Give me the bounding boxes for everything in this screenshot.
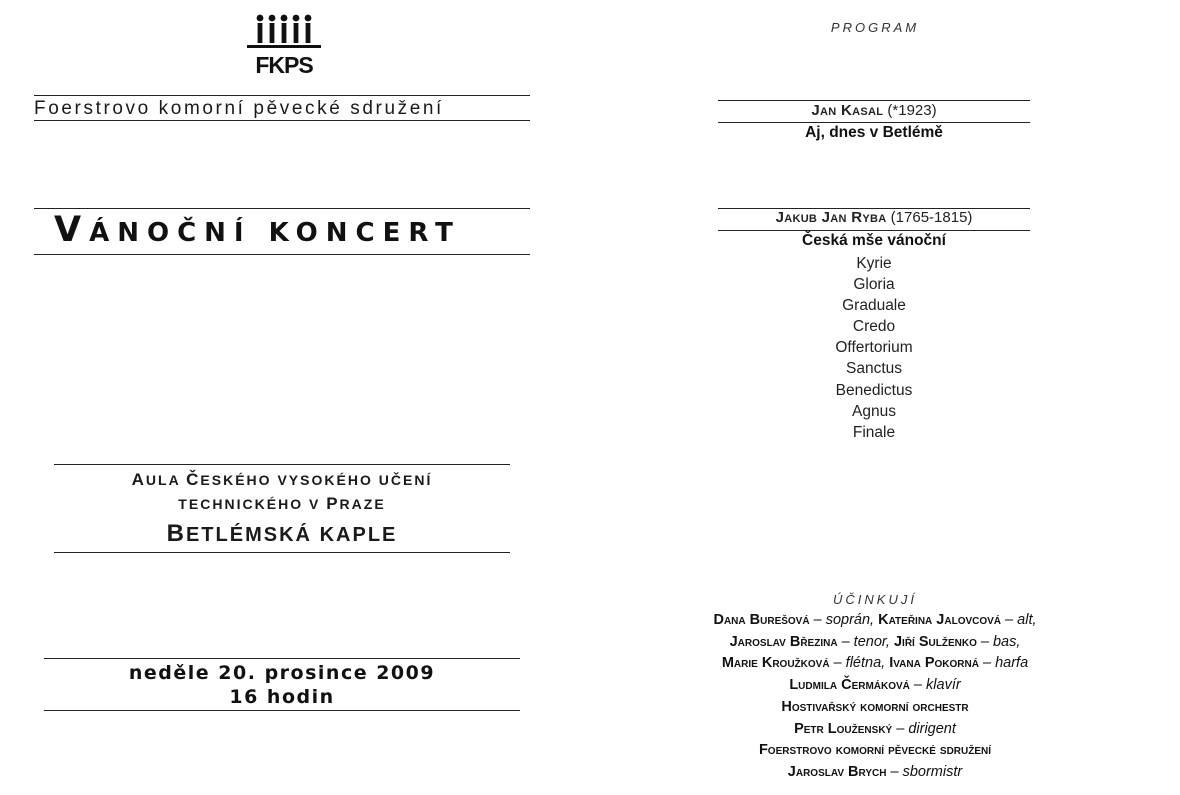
performer-name: Jiří Sulženko — [893, 633, 977, 650]
performers-heading: ÚČINKUJÍ — [833, 592, 917, 607]
movement-item: Benedictus — [835, 381, 913, 399]
piece1-top-rule — [718, 100, 1030, 101]
movement-item: Agnus — [852, 402, 896, 420]
performer-role: – flétna, — [829, 655, 890, 672]
piece2-work: Česká mše vánoční — [802, 232, 946, 249]
concert-date: neděle 20. prosince 2009 — [128, 662, 436, 684]
performer-name: Petr Louženský — [794, 720, 893, 737]
movement-item: Credo — [852, 318, 896, 336]
movement-item: Finale — [852, 423, 896, 441]
concert-title — [34, 210, 530, 250]
piece1-bottom-rule — [718, 122, 1030, 123]
program-heading: PROGRAM — [830, 20, 920, 35]
performer-role: – harfa — [978, 655, 1029, 672]
performer-name: Jaroslav Březina — [729, 633, 838, 650]
performer-name: Ivana Pokorná — [889, 655, 979, 672]
performer-role: – tenor, — [837, 633, 894, 650]
performer-name: Hostivařský komorní orchestr — [781, 698, 969, 715]
piece1-composer — [718, 102, 1030, 119]
performer-line — [640, 612, 1110, 628]
subtitle-bottom-rule — [34, 120, 530, 121]
venue-top-rule — [54, 464, 510, 465]
title-top-rule — [34, 208, 530, 209]
movement-item: Sanctus — [845, 360, 902, 378]
concert-time: 16 hodin — [229, 686, 335, 708]
performer-name: Jaroslav Brych — [787, 763, 887, 780]
venue-line-1: AULA ČESKÉHO VYSOKÉHO UČENÍ — [131, 470, 433, 489]
composer-dates: (1765-1815) — [886, 209, 973, 226]
performer-line — [640, 699, 1110, 715]
piece1-work: Aj, dnes v Betlémě — [805, 124, 943, 141]
date-bottom-rule — [44, 710, 520, 711]
movement-item: Graduale — [842, 297, 906, 315]
movement-item: Offertorium — [835, 339, 913, 357]
date-top-rule — [44, 658, 520, 659]
composer-name: Jakub Jan Ryba — [775, 209, 887, 226]
subtitle-top-rule — [34, 95, 530, 96]
performer-line — [640, 655, 1110, 671]
performer-role: – klavír — [909, 677, 961, 694]
piece2-bottom-rule — [718, 230, 1030, 231]
performer-role: – soprán, — [809, 612, 879, 628]
performer-line — [640, 721, 1110, 737]
concert-title-text: VÁNOČNÍ KONCERT — [54, 210, 461, 250]
movement-item: Gloria — [853, 276, 895, 294]
performer-name: Dana Burešová — [713, 612, 810, 628]
performer-line — [640, 742, 1110, 758]
performer-role: – dirigent — [892, 720, 956, 737]
performer-name: Ludmila Čermáková — [789, 677, 910, 694]
choir-name: Foerstrovo komorní pěvecké sdružení — [34, 98, 444, 119]
composer-name: Jan Kasal — [811, 102, 884, 119]
movement-list — [718, 253, 1030, 443]
logo-letters: FKPS — [255, 52, 313, 78]
movement-item: Kyrie — [856, 255, 892, 272]
title-bottom-rule — [34, 254, 530, 255]
piece2-composer — [718, 209, 1030, 226]
venue-bottom-rule — [54, 552, 510, 553]
fkps-logo — [244, 12, 324, 80]
composer-dates: (*1923) — [883, 102, 937, 119]
venue-line-2: TECHNICKÉHO V PRAZE — [178, 494, 386, 513]
venue-line-3: BETLÉMSKÁ KAPLE — [166, 520, 398, 547]
performer-name: Kateřina Jalovcová — [878, 612, 1002, 628]
performer-name: Foerstrovo komorní pěvecké sdružení — [758, 742, 992, 759]
performer-role: – sbormistr — [886, 763, 963, 780]
performer-line — [640, 634, 1110, 650]
performer-role: – bas, — [976, 633, 1021, 650]
performer-role: – alt, — [1001, 612, 1037, 628]
performer-line — [640, 677, 1110, 693]
performer-line — [640, 764, 1110, 780]
performer-name: Marie Kroužková — [721, 655, 830, 672]
